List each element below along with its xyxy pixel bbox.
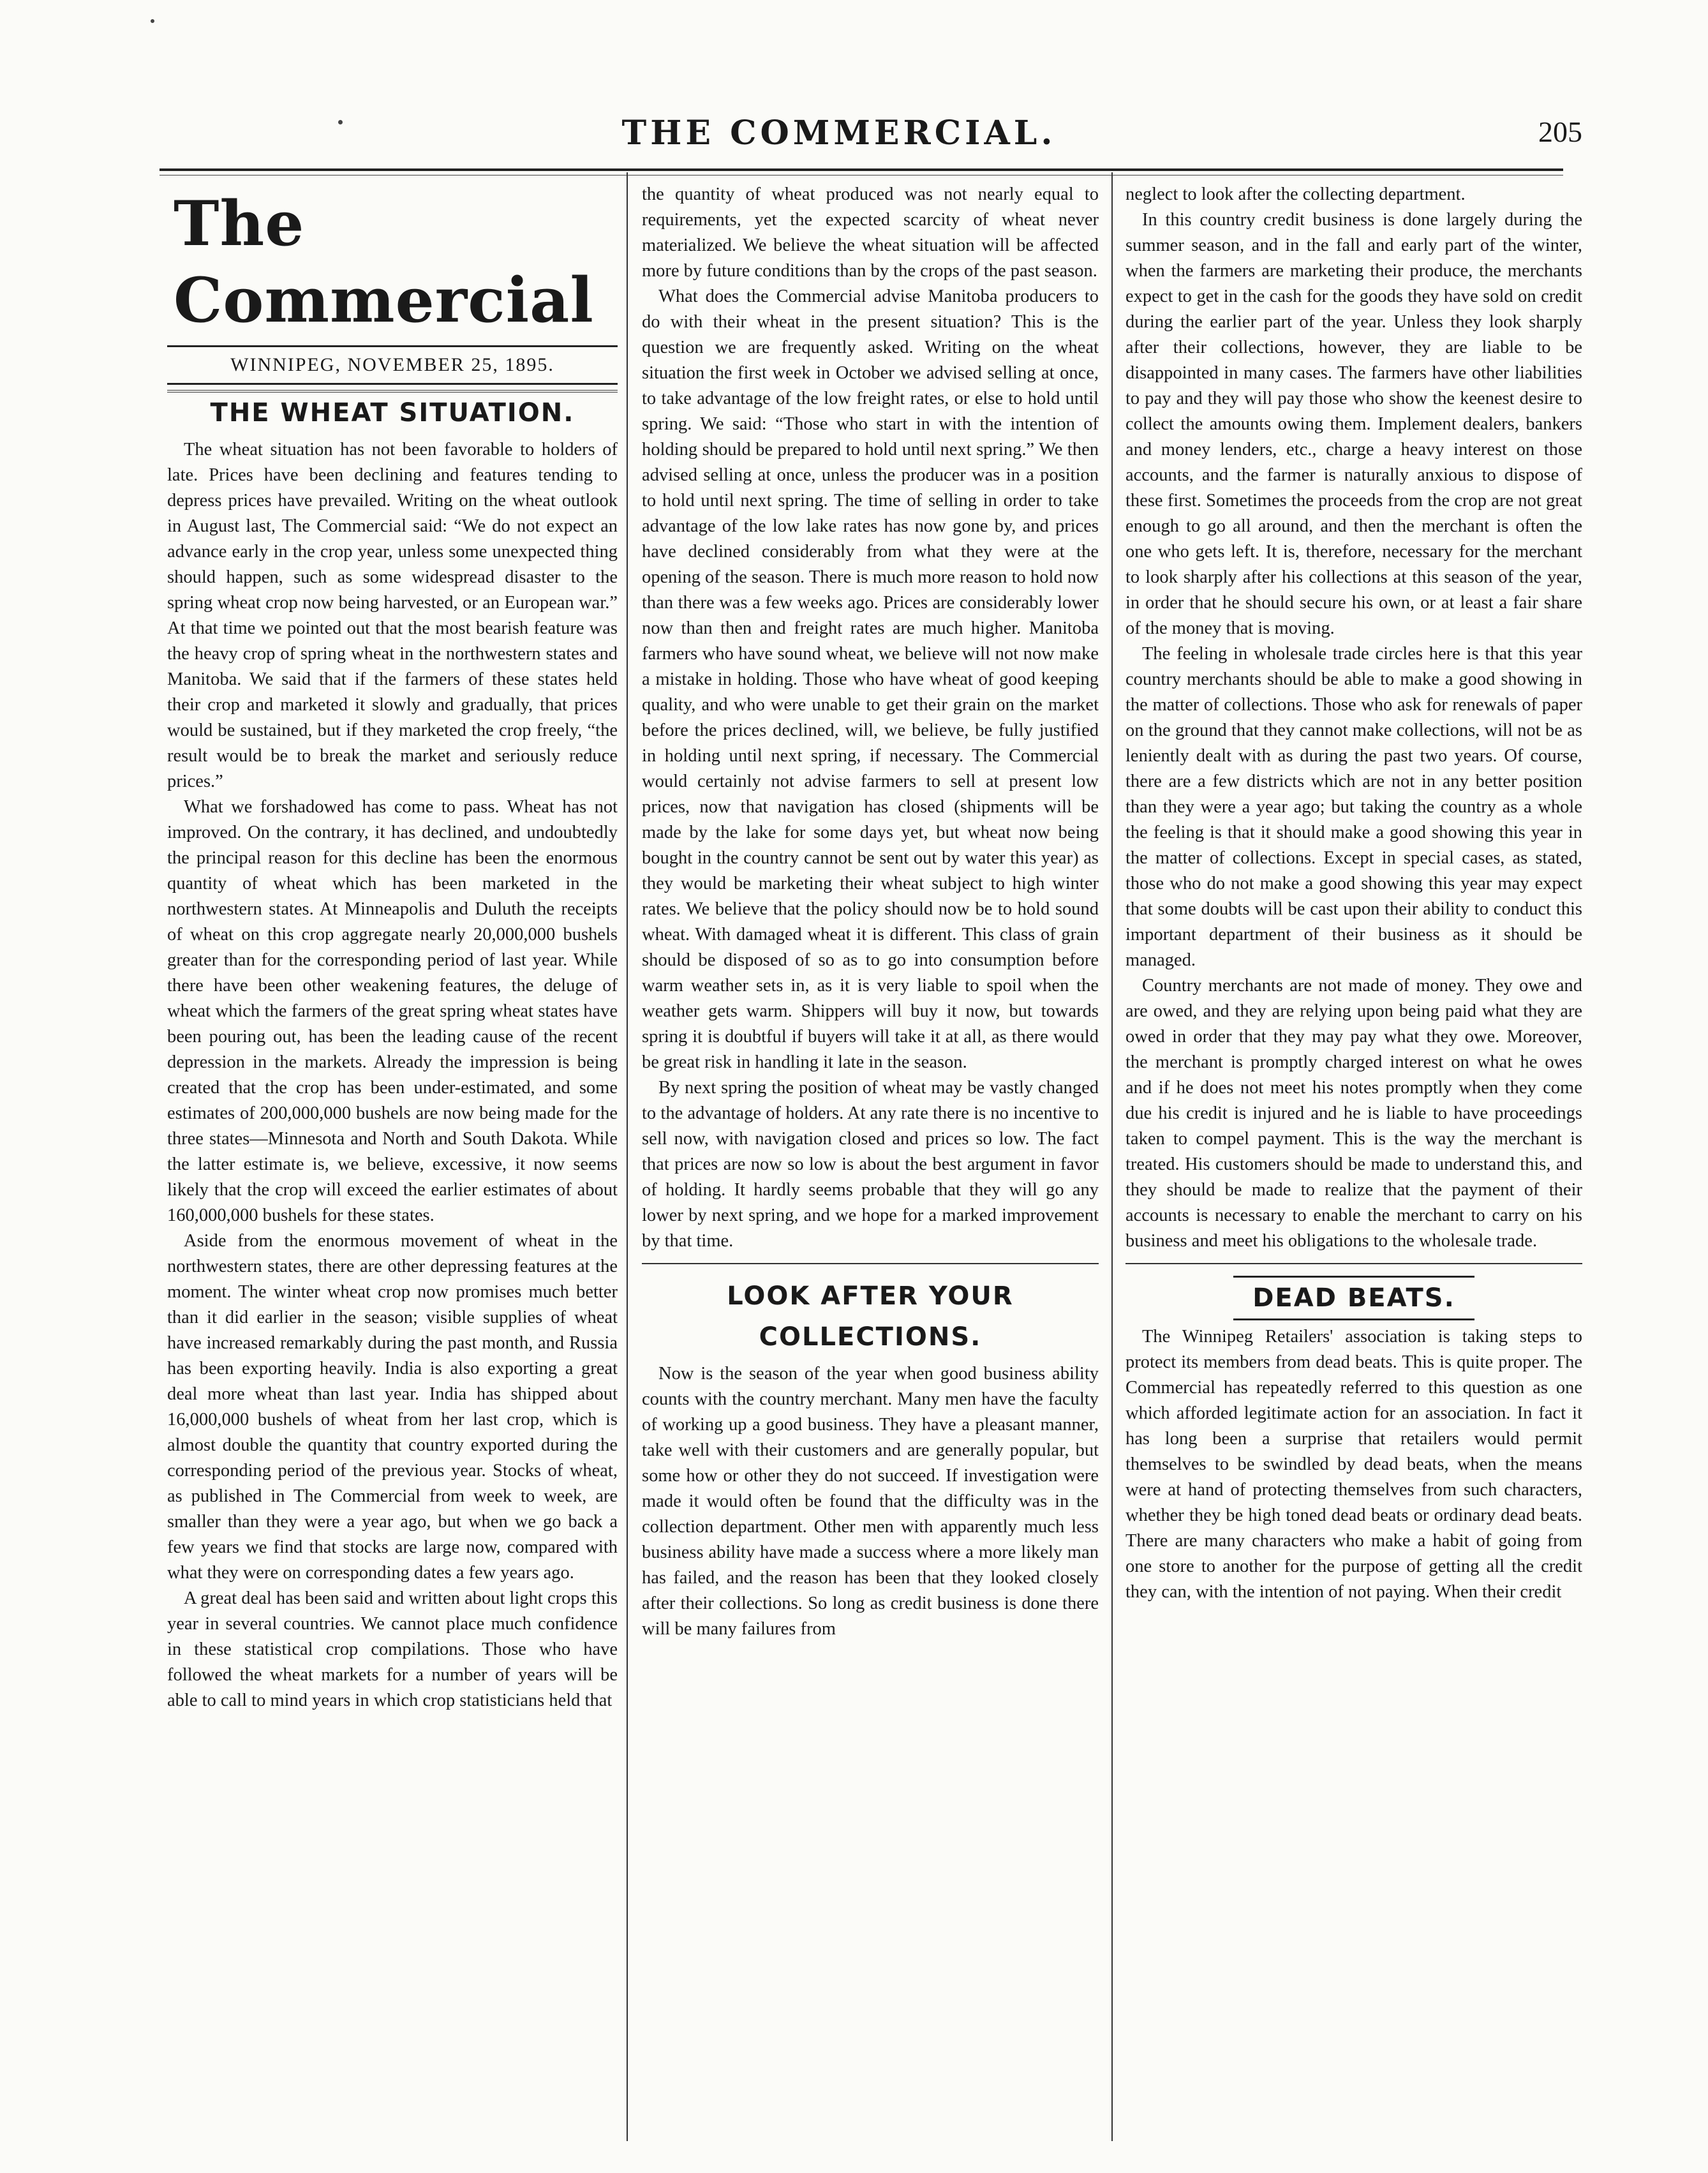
masthead-title: The Commercial [174, 188, 594, 336]
article-paragraph: The wheat situation has not been favorable to holders of late. Prices have been declining and features tending to depress prices have prevailed. Writing on the wheat outlook in August last, The Commercial said: “We do not expect an advance early in the crop year, unless some unexpected thing should happen, such as some widespread disaster to the spring wheat crop now being harvested, or an European war.” At that time we pointed out that the most bearish feature was the heavy crop of spring wheat in the northwestern states and Manitoba. We said that if the farmers of these states held their crop and marketed it slowly and gradually, that prices would be sustained, but if they marketed the crop freely, “the result would be to break the market and seriously reduce prices.” [167, 440, 618, 791]
page-number: 205 [1538, 116, 1582, 148]
article-paragraph: neglect to look after the collecting department. [1125, 184, 1466, 204]
running-title: THE COMMERCIAL. [621, 114, 1057, 153]
article-paragraph: The feeling in wholesale trade circles here is that this year country merchants should be able to make a good showing in the matter of collections. Those who ask for renewals of paper on the ground that they cannot make collections, will not be as leniently dealt with as during the past two years. Of course, there are a few districts which are not in any better position than they were a year ago; but taking the country as a whole the feeling is that it should make a good showing this year in the matter of collections. Except in special cases, as stated, those who do not make a good showing this year may expect that some doubts will be cast upon their ability to conduct this important department of their business as it should be managed. [1125, 644, 1582, 970]
article-paragraph: Country merchants are not made of money. They owe and are owed, and they are relying upon being paid what they are owed in order that they may pay what they owe. Moreover, the merchant is promptly charged interest on what he owes and if he does not meet his notes promptly when they come due his credit is injured and he is liable to have proceedings taken to compel payment. This is the way the merchant is treated. His customers should be made to understand this, and they should be made to realize that the payment of their accounts is necessary to enable the merchant to carry on his business and meet his obligations to the wholesale trade. [1125, 976, 1582, 1251]
dateline: WINNIPEG, NOVEMBER 25, 1895. [167, 345, 618, 385]
column-3 [1125, 182, 1582, 1605]
column-rule [627, 172, 628, 2141]
collections-heading: LOOK AFTER YOUR COLLECTIONS. [642, 1263, 1099, 1357]
article-paragraph: What we forshadowed has come to pass. Wheat has not improved. On the contrary, it has declined, and undoubtedly the principal reason for this decline has been the enormous quantity of wheat which has been marketed in the northwestern states. At Minneapolis and Duluth the receipts of wheat on this crop aggregate nearly 20,000,000 bushels greater than for the corresponding period of last year. While there have been other weakening features, the deluge of wheat which the farmers of the great spring wheat states have been pouring out, has been the leading cause of the recent depression in the markets. Already the impression is being created that the crop has been under-estimated, and some estimates of 200,000,000 bushels are now being made for the three states—Minnesota and North and South Dakota. While the latter estimate is, we believe, excessive, it now seems likely that the crop will exceed the earlier estimates of about 160,000,000 bushels for these states. [167, 797, 618, 1225]
wheat-situation-heading: THE WHEAT SITUATION. [167, 390, 618, 433]
column-1 [167, 182, 618, 1714]
dead-beats-heading-wrap [1125, 1263, 1582, 1320]
article-paragraph: The Winnipeg Retailers' association is taking steps to protect its members from dead beats. This is quite proper. The Commercial has repeatedly referred to this question as one which afforded legitimate action for an association. In fact it has long been a surprise that retailers would permit themselves to be swindled by dead beats, when the means were at hand of protecting themselves from such characters, whether they be high toned dead beats or ordinary dead beats. There are many characters who make a habit of going from one store to another for the purpose of getting all the credit they can, with the intention of not paying. When their credit [1125, 1327, 1582, 1602]
page-header [96, 114, 1582, 158]
article-paragraph: By next spring the position of wheat may be vastly changed to the advantage of holders. At any rate there is no incentive to sell now, with navigation closed and prices so low. The fact that prices are now so low is about the best argument in favor of holding. It hardly seems probable that they will go any lower by next spring, and we hope for a marked improvement by that time. [642, 1078, 1099, 1251]
header-rule [160, 168, 1563, 175]
print-speck [151, 19, 154, 23]
column-2 [642, 182, 1099, 1642]
dead-beats-heading: DEAD BEATS. [1233, 1276, 1474, 1320]
article-paragraph: A great deal has been said and written about light crops this year in several countries. We cannot place much confidence in these statistical crop compilations. Those who have followed the wheat markets for a number of years will be able to call to mind years in which crop statisticians held that [167, 1588, 618, 1710]
print-speck [338, 120, 343, 124]
article-paragraph: the quantity of wheat produced was not nearly equal to requirements, yet the expected scarcity of wheat never materialized. We believe the wheat situation will be affected more by future conditions than by the crops of the past season. [642, 184, 1099, 281]
article-paragraph: In this country credit business is done largely during the summer season, and in the fall and early part of the winter, when the farmers are marketing their produce, the merchants expect to get in the cash for the goods they have sold on credit during the earlier part of the year. Unless they look sharply after their collections, however, they are liable to be disappointed in many cases. The farmers have other liabilities to pay and they will pay those who show the keenest desire to collect the amounts owing them. Implement dealers, bankers and money lenders, etc., charge a heavy interest on those accounts, and the farmer is naturally anxious to dispose of these first. Sometimes the proceeds from the crop are not great enough to go all around, and then the merchant is often the one who gets left. It is, therefore, necessary for the merchant to look sharply after his collections at this season of the year, in order that he should secure his own, or at least a fair share of the money that is moving. [1125, 210, 1582, 638]
column-rule [1111, 172, 1113, 2141]
article-paragraph: Aside from the enormous movement of wheat in the northwestern states, there are other depressing features at the moment. The winter wheat crop now promises much better than it did earlier in the season; visible supplies of wheat have increased remarkably during the past month, and Russia has been exporting heavily. India is also exporting a great deal more wheat than last year. India has shipped about 16,000,000 bushels of wheat from her last crop, which is almost double the quantity that country exported during the corresponding period of the previous year. Stocks of wheat, as published in The Commercial from week to week, are smaller than they were a year ago, but when we go back a few years we find that stocks are large now, compared with what they were on corresponding dates a few years ago. [167, 1231, 618, 1583]
article-paragraph: Now is the season of the year when good business ability counts with the country merchant. Many men have the faculty of working up a good business. They have a pleasant manner, take well with their customers and are generally popular, but some how or other they do not succeed. If investigation were made it would often be found that the difficulty was in the collection department. Other men with apparently much less business ability have made a success where a more likely man has failed, and the reason has been that they looked closely after their collections. So long as credit business is done there will be many failures from [642, 1364, 1099, 1639]
article-paragraph: What does the Commercial advise Manitoba producers to do with their wheat in the present situation? This is the question we are frequently asked. Writing on the wheat situation the first week in October we advised selling at once, to take advantage of the low freight rates, or else to hold until spring. We said: “Those who start in with the intention of holding should be prepared to hold until next spring.” We then advised selling at once, unless the producer was in a position to hold until next spring. The time of selling in order to take advantage of the low lake rates has now gone by, and prices have declined considerably from what they were at the opening of the season. There is much more reason to hold now than there was a few weeks ago. Prices are considerably lower now than then and freight rates are much higher. Manitoba farmers who have sound wheat, we believe will not now make a mistake in holding. Those who have wheat of good keeping quality, and who were unable to get their grain on the market before the prices declined, will, we believe, be fully justified in holding until next spring, if necessary. The Commercial would certainly not advise farmers to sell at present low prices, now that navigation has closed (shipments will be made by the lake for some days yet, but wheat now being bought in the country cannot be sent out by water this year) as they would be marketing their wheat subject to high winter rates. We believe that the policy should now be to hold sound wheat. With damaged wheat it is different. This class of grain should be disposed of so as to go into consumption before warm weather sets in, as it is very liable to spoil when the weather gets warm. Shippers will buy it now, but towards spring it is doubtful if buyers will take it at all, as there would be great risk in handling it late in the season. [642, 287, 1099, 1072]
